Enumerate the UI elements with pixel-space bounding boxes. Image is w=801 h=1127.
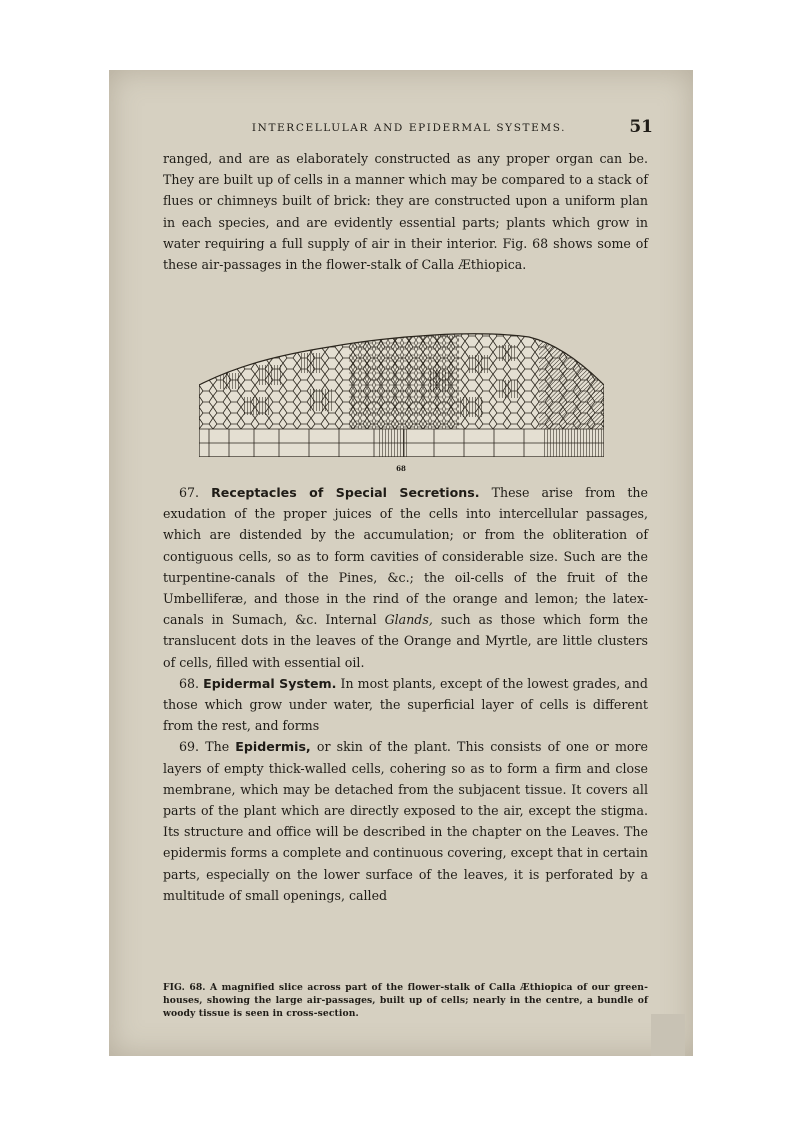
page-number: 51 bbox=[629, 117, 653, 137]
section-heading: Receptacles of Special Secretions. bbox=[211, 485, 480, 500]
section-68 bbox=[163, 673, 648, 737]
figure-caption: FIG. 68. A magnified slice across part of the flower-stalk of Calla Æthiopica of our green-houses, showing the large air-passages, built up of cells; nearly in the centre, a bundle of woody tissue is seen in cross-section. bbox=[163, 982, 648, 1019]
figure-number: 68 bbox=[396, 464, 406, 473]
section-heading: Epidermal System. bbox=[203, 675, 337, 691]
section-heading: Epidermis, bbox=[235, 739, 311, 755]
section-body: such as those which form the translucent dots in the leaves of the Orange and Myrtle, are little clusters of cells, filled with essential oil. bbox=[163, 612, 649, 670]
scanned-page-frame bbox=[109, 70, 693, 1056]
section-body: These arise from the exudation of the proper juices of the cells into intercellular passages, which are distended by the accumulation; or from the obliteration of contiguous cells, so as to form cavities of considerable size. Such are the turpentine-canals of the Pines, &c.; the oil-cells of the fruit of the Umbelliferæ, and those in the rind of the orange and lemon; the latex-canals in Sumach, &c. Internal bbox=[163, 485, 648, 628]
section-emphasis: Glands, bbox=[384, 612, 433, 628]
book-page bbox=[109, 70, 693, 1056]
section-body: The bbox=[205, 739, 236, 755]
intro-paragraph: ranged, and are as elaborately constructed as any proper organ can be. They are built up of cells in a manner which may be compared to a stack of flues or chimneys built of brick: they are constructed upon a uniform plan in each species, and are evidently essential parts; plants which grow in water requiring a full supply of air in their interior. Fig. 68 shows some of these air-passages in the flower-stalk of Calla Æthiopica. bbox=[163, 151, 648, 273]
section-body: or skin of the plant. This consists of one or more layers of empty thick-walled cells, cohering so as to form a firm and close membrane, which may be detached from the subjacent tissue. It covers all parts of the plant which are directly exposed to the air, except the stigma. Its structure and office will be described in the chapter on the Leaves. The epidermis forms a complete and continuous covering, except that in certain parts, especially on the lower surface of the leaves, it is perforated by a multitude of small openings, called bbox=[163, 739, 648, 903]
body-text bbox=[163, 482, 648, 906]
section-69 bbox=[163, 736, 648, 906]
section-67 bbox=[163, 482, 648, 673]
section-number: 68. bbox=[179, 675, 200, 691]
section-body: In most plants, except of the lowest grades, and those which grow under water, the superficial layer of cells is different from the rest, and forms bbox=[163, 675, 648, 734]
page-header bbox=[165, 117, 653, 140]
running-head: INTERCELLULAR AND EPIDERMAL SYSTEMS. bbox=[251, 122, 567, 134]
intro-text bbox=[163, 148, 648, 275]
section-number: 69. bbox=[179, 739, 200, 755]
page-edge-tab bbox=[651, 1014, 685, 1056]
section-number: 67. bbox=[179, 485, 200, 500]
cell-tissue-engraving bbox=[199, 325, 604, 457]
figure-68 bbox=[199, 325, 604, 457]
